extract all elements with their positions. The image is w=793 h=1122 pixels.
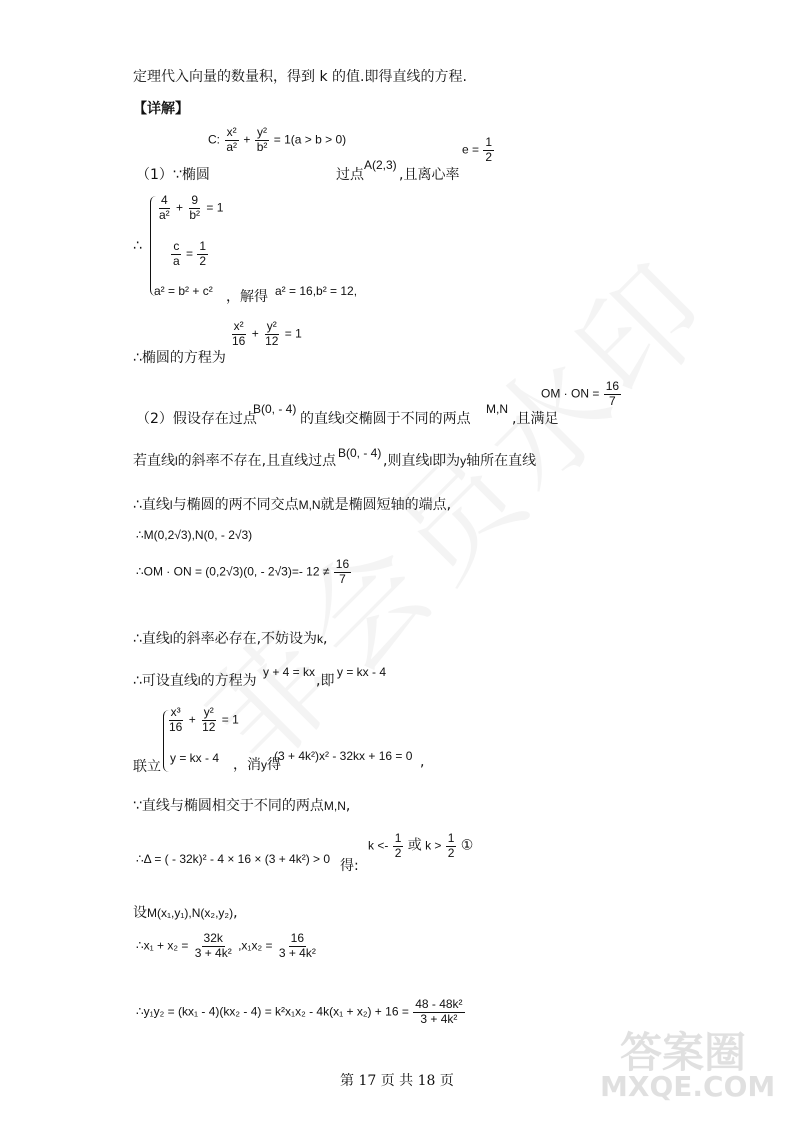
system-eq1: $\frac{4}{\text{a²}}$ + $\frac{9}{\text{b²}}$ = 1 [159, 193, 224, 222]
vector-condition: OM · ON = $\frac{16}{7}$ [541, 379, 620, 408]
ellipse-result: $\frac{\text{x²}}{16}$ + $\frac{\text{y²}}{12}$ = 1 [232, 319, 302, 348]
part2-label: （2）假设存在过点 [136, 411, 257, 427]
delta-condition: ∴Δ = ( - 32k)² - 4 × 16 × (3 + 4k²) > 0 [136, 852, 331, 866]
intersect-line: ∵直线与椭圆相交于不同的两点M,N, [133, 798, 351, 814]
quadratic-equation: (3 + 4k²)x² - 32kx + 16 = 0 [274, 749, 413, 763]
part1-label: （1）∵椭圆 [136, 167, 210, 183]
system2-eq1: $\frac{\text{x³}}{16}$ + $\frac{\text{y²}}{12}$ = 1 [169, 705, 239, 734]
vieta-formulas: ∴x₁ + x₂ = $\frac{32k}{\text{3 + 4k²}}$ ,x₁x₂ = $\frac{16}{\text{3 + 4k²}}$ [136, 931, 316, 960]
part2-text3: ,且满足 [512, 411, 559, 427]
solve-text: ，解得 [226, 289, 268, 305]
k-range: k <- $\frac{1}{2}$ 或 k > $\frac{1}{2}$ ① [368, 831, 474, 860]
page-footer: 第 17 页 共 18 页 [340, 1073, 454, 1089]
header-line: 定理代入向量的数量积，得到 k 的值.即得直线的方程. [133, 69, 467, 85]
eccentricity-value: e = $\frac{1}{2}$ [462, 135, 493, 164]
section-title: 【详解】 [133, 101, 189, 117]
solution: a² = 16,b² = 12, [275, 284, 358, 298]
system2-eq2: y = kx - 4 [170, 751, 220, 765]
part2-text1: 的直线l交椭圆于不同的两点 [300, 411, 471, 427]
line7-eq2: y = kx - 4 [337, 665, 387, 679]
line2-point: B(0, - 4) [338, 446, 382, 460]
set-points: 设M(x₁,y₁),N(x₂,y₂), [133, 905, 238, 921]
line5: ∴OM · ON = (0,2√3)(0, - 2√3)=- 12 ≠ $\frac{16}{7}$ [136, 557, 350, 586]
ellipse-equation: C: $\frac{\text{x²}}{\text{a²}}$ + $\frac{\text{y²}}{\text{b²}}$ = 1(a > b > 0) [208, 125, 347, 154]
point-a: A(2,3) [364, 158, 397, 172]
line4-points: ∴M(0,2√3),N(0, - 2√3) [136, 528, 253, 542]
site-logo: 答案圈 [620, 1028, 747, 1077]
delta-obtain: 得: [340, 858, 359, 874]
ellipse-conclusion: ∴椭圆的方程为 [133, 350, 226, 366]
system-eq2: $\frac{c}{a}$ = $\frac{1}{2}$ [173, 239, 207, 268]
site-logo-url: MXQE.COM [600, 1070, 776, 1103]
passes-text: 过点 [336, 167, 364, 183]
line2: 若直线l的斜率不存在,且直线过点 [133, 453, 337, 469]
y-product: ∴y₁y₂ = (kx₁ - 4)(kx₂ - 4) = k²x₁x₂ - 4k(x₁ + x₂) + 16 = $\frac{\text{48 - 48k²}}{\text{3 + 4k²}}$ [136, 997, 463, 1026]
eccentricity-text: ,且离心率 [399, 167, 460, 183]
line2-end: ,则直线l即为y轴所在直线 [383, 453, 537, 469]
therefore-symbol: ∴ [133, 238, 142, 254]
line7-mid: ,即 [316, 673, 335, 689]
line3: ∴直线l与椭圆的两不同交点M,N就是椭圆短轴的端点, [133, 497, 452, 513]
eliminate-text: ，消y得 [233, 757, 281, 773]
lian-li: 联立 [133, 759, 161, 775]
system-eq3: a² = b² + c² [154, 284, 213, 298]
line7-eq1: y + 4 = kx [263, 665, 316, 679]
line7: ∴可设直线l的方程为 [133, 673, 257, 689]
line6: ∴直线l的斜率必存在,不妨设为k, [133, 631, 328, 647]
quadratic-comma: , [420, 754, 425, 770]
points-mn: M,N [486, 402, 508, 416]
point-b: B(0, - 4) [253, 402, 297, 416]
